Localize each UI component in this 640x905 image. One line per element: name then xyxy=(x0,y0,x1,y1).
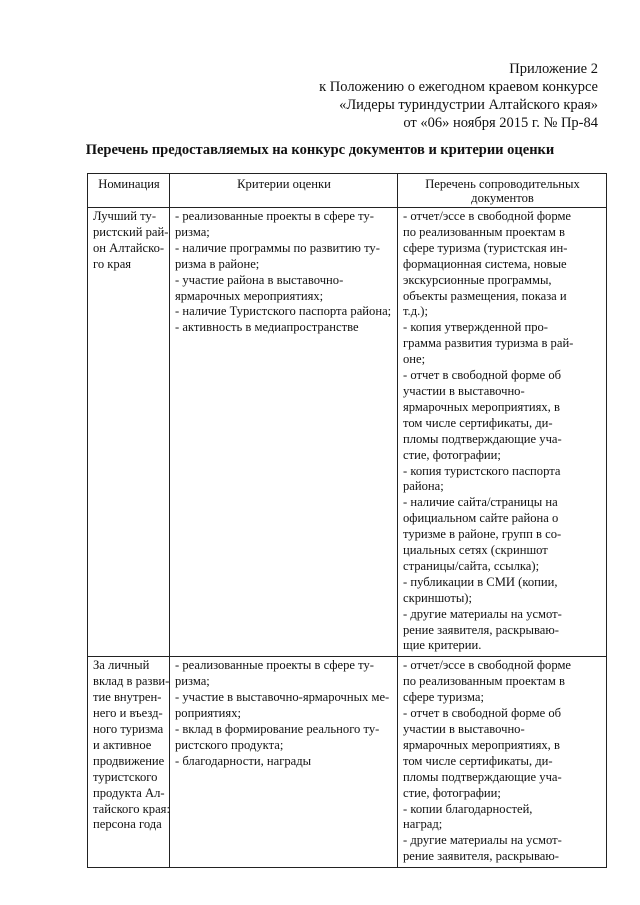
documents-line: формационная система, новые xyxy=(403,256,567,271)
criteria-line: - наличие программы по развитию ту- xyxy=(175,240,380,255)
header-documents-line: Перечень сопроводительных xyxy=(425,177,580,191)
appendix-line: к Положению о ежегодном краевом конкурсе xyxy=(319,79,598,95)
documents-line: т.д.); xyxy=(403,304,428,319)
documents-line: - отчет/эссе в свободной форме xyxy=(403,209,572,223)
appendix-line: Приложение 2 xyxy=(509,61,598,77)
nomination-line: и активное xyxy=(93,737,152,752)
nomination-line: вклад в разви- xyxy=(93,674,170,689)
documents-line: - копия утвержденной про- xyxy=(403,320,548,335)
criteria-line: ризма; xyxy=(175,674,210,689)
nomination-line: туристского xyxy=(93,769,158,784)
documents-line: грамма развития туризма в рай- xyxy=(403,336,574,351)
documents-line: стие, фотографии; xyxy=(403,785,501,800)
documents-line: пломы подтверждающие уча- xyxy=(403,431,562,446)
criteria-line: - благодарности, награды xyxy=(175,753,312,768)
documents-line: стие, фотографии; xyxy=(403,447,501,462)
documents-line: объекты размещения, показа и xyxy=(403,288,567,303)
document-title: Перечень предоставляемых на конкурс документов и критерии оценки xyxy=(85,142,555,158)
criteria-cell xyxy=(170,208,398,657)
documents-line: оне; xyxy=(403,352,426,367)
documents-line: экскурсионные программы, xyxy=(403,272,552,287)
criteria-line: - реализованные проекты в сфере ту- xyxy=(175,209,374,223)
documents-cell xyxy=(398,208,607,657)
documents-line: официальном сайте района о xyxy=(403,511,559,526)
criteria-line: - активность в медиапространстве xyxy=(175,320,359,335)
documents-line: - другие материалы на усмот- xyxy=(403,606,562,621)
documents-line: наград; xyxy=(403,817,443,832)
documents-line: - наличие сайта/страницы на xyxy=(403,495,558,510)
nomination-line: тайского края: xyxy=(93,801,170,816)
criteria-line: - наличие Туристского паспорта района; xyxy=(175,304,392,319)
documents-cell xyxy=(398,657,607,868)
table-body xyxy=(88,208,607,868)
nomination-line: ного туризма xyxy=(93,722,164,736)
nomination-line: продвижение xyxy=(93,753,165,768)
documents-line: - копии благодарностей, xyxy=(403,801,533,816)
header-nomination: Номинация xyxy=(88,174,170,208)
documents-line: туризме в районе, групп в со- xyxy=(403,527,562,542)
documents-line: скриншоты); xyxy=(403,590,472,605)
nomination-line: него и въезд- xyxy=(93,706,163,721)
documents-line: участии в выставочно- xyxy=(403,722,525,736)
documents-line: ярмарочных мероприятиях, в xyxy=(403,399,560,414)
criteria-table xyxy=(87,173,607,868)
criteria-cell xyxy=(170,657,398,868)
documents-line: сфере туризма (туристская ин- xyxy=(403,240,568,255)
documents-line: том числе сертификаты, ди- xyxy=(403,753,553,768)
criteria-line: ристского продукта; xyxy=(175,737,284,752)
documents-line: района; xyxy=(403,479,444,494)
criteria-line: - участие района в выставочно- xyxy=(175,272,344,287)
criteria-line: ризма; xyxy=(175,224,210,239)
header-documents xyxy=(398,174,607,208)
criteria-line: - вклад в формирование реального ту- xyxy=(175,722,380,736)
nomination-line: За личный xyxy=(93,658,150,673)
nomination-line: Лучший ту- xyxy=(93,209,157,223)
criteria-line: ярмарочных мероприятиях; xyxy=(175,288,324,303)
nomination-line: ристский рай- xyxy=(93,224,169,239)
table-header-row xyxy=(88,174,607,208)
documents-line: - другие материалы на усмот- xyxy=(403,833,562,848)
documents-line: - копия туристского паспорта xyxy=(403,463,561,478)
documents-line: сфере туризма; xyxy=(403,690,484,705)
criteria-line: - участие в выставочно-ярмарочных ме- xyxy=(175,690,390,705)
nomination-line: продукта Ал- xyxy=(93,785,165,800)
documents-line: циальных сетях (скриншот xyxy=(403,543,548,558)
appendix-line: от «06» ноября 2015 г. № Пр-84 xyxy=(403,115,598,131)
nomination-cell xyxy=(88,208,170,657)
documents-line: участии в выставочно- xyxy=(403,383,525,398)
documents-line: пломы подтверждающие уча- xyxy=(403,769,562,784)
documents-line: - отчет в свободной форме об xyxy=(403,368,562,383)
documents-line: рение заявителя, раскрываю- xyxy=(403,622,559,637)
table-row xyxy=(88,208,607,657)
appendix-line: «Лидеры туриндустрии Алтайского края» xyxy=(339,97,598,113)
documents-line: страницы/сайта, ссылка); xyxy=(403,558,540,573)
appendix-header xyxy=(319,60,598,132)
documents-line: ярмарочных мероприятиях, в xyxy=(403,737,560,752)
nomination-line: го края xyxy=(93,256,132,271)
documents-line: том числе сертификаты, ди- xyxy=(403,415,553,430)
table-row xyxy=(88,657,607,868)
documents-line: - отчет в свободной форме об xyxy=(403,706,562,721)
header-documents-line: документов xyxy=(471,191,534,205)
documents-line: щие критерии. xyxy=(403,638,482,653)
documents-line: по реализованным проектам в xyxy=(403,224,565,239)
criteria-line: - реализованные проекты в сфере ту- xyxy=(175,658,374,673)
documents-line: по реализованным проектам в xyxy=(403,674,565,689)
header-criteria: Критерии оценки xyxy=(170,174,398,208)
nomination-cell xyxy=(88,657,170,868)
nomination-line: он Алтайско- xyxy=(93,240,165,255)
criteria-line: роприятиях; xyxy=(175,706,241,721)
nomination-line: тие внутрен- xyxy=(93,690,162,705)
documents-line: - отчет/эссе в свободной форме xyxy=(403,658,572,673)
documents-line: рение заявителя, раскрываю- xyxy=(403,849,559,864)
documents-line: - публикации в СМИ (копии, xyxy=(403,574,558,589)
nomination-line: персона года xyxy=(93,817,162,832)
criteria-line: ризма в районе; xyxy=(175,256,260,271)
